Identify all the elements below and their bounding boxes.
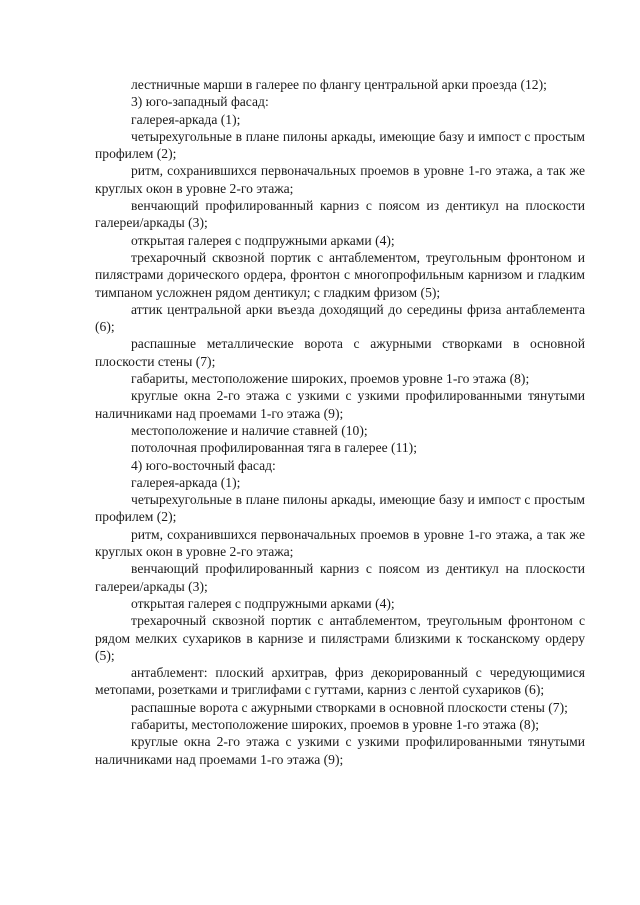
paragraph: лестничные марши в галерее по флангу центральной арки проезда (12); (131, 77, 547, 92)
paragraph: габариты, местоположение широких, проемов уровне 1-го этажа (8); (131, 371, 530, 387)
paragraph: галерея-аркада (1); (131, 474, 241, 490)
paragraph: антаблемент: плоский архитрав, фриз декорированный с чередующимися метопами, розетками и триглифами с гуттами, карниз с лентой сухариков (6); (95, 665, 585, 698)
paragraph: распашные металлические ворота с ажурными створками в основной плоскости стены (7); (95, 336, 585, 369)
section-heading: 4) юго-восточный фасад: (131, 457, 276, 473)
paragraph: аттик центральной арки въезда доходящий до середины фриза антаблемента (6); (95, 301, 585, 335)
paragraph: венчающий профилированный карниз с поясом из дентикул на плоскости галереи/аркады (3); (95, 198, 585, 231)
paragraph: ритм, сохранившихся первоначальных проемов в уровне 1-го этажа, а так же круглых окон в уровне 2-го этажа; (95, 526, 585, 560)
section-heading: 3) юго-западный фасад: (131, 94, 269, 110)
paragraph: четырехугольные в плане пилоны аркады, имеющие базу и импост с простым профилем (2); (95, 128, 585, 162)
paragraph: ритм, сохранившихся первоначальных проемов в уровне 1-го этажа, а так же круглых окон в уровне 2-го этажа; (95, 163, 585, 196)
paragraph: открытая галерея с подпружными арками (4); (131, 232, 395, 248)
paragraph: потолочная профилированная тяга в галерее (11); (131, 440, 417, 456)
paragraph: распашные ворота с ажурными створками в основной плоскости стены (7); (131, 699, 568, 715)
document-page (95, 76, 585, 768)
paragraph: круглые окна 2-го этажа с узкими с узкими профилированными тянутыми наличниками над проемами 1-го этажа (9); (95, 734, 585, 767)
paragraph: трехарочный сквозной портик с антаблементом, треугольным фронтоном и пилястрами дорического ордера, фронтон с многопрофильным карнизом и гладким тимпаном усложнен рядом дентикул; с гладким фризом (5); (95, 249, 585, 300)
paragraph: круглые окна 2-го этажа с узкими с узкими профилированными тянутыми наличниками над проемами 1-го этажа (9); (95, 388, 585, 421)
paragraph: габариты, местоположение широких, проемов в уровне 1-го этажа (8); (131, 716, 540, 732)
paragraph: трехарочный сквозной портик с антаблементом, треугольным фронтоном с рядом мелких сухариков в карнизе и пилястрами близкими к тосканскому ордеру (5); (95, 613, 585, 663)
paragraph: венчающий профилированный карниз с поясом из дентикул на плоскости галереи/аркады (3); (95, 561, 585, 594)
paragraph: открытая галерея с подпружными арками (4); (131, 595, 395, 611)
paragraph: четырехугольные в плане пилоны аркады, имеющие базу и импост с простым профилем (2); (95, 492, 585, 525)
paragraph: галерея-аркада (1); (131, 111, 241, 127)
paragraph: местоположение и наличие ставней (10); (131, 422, 368, 438)
